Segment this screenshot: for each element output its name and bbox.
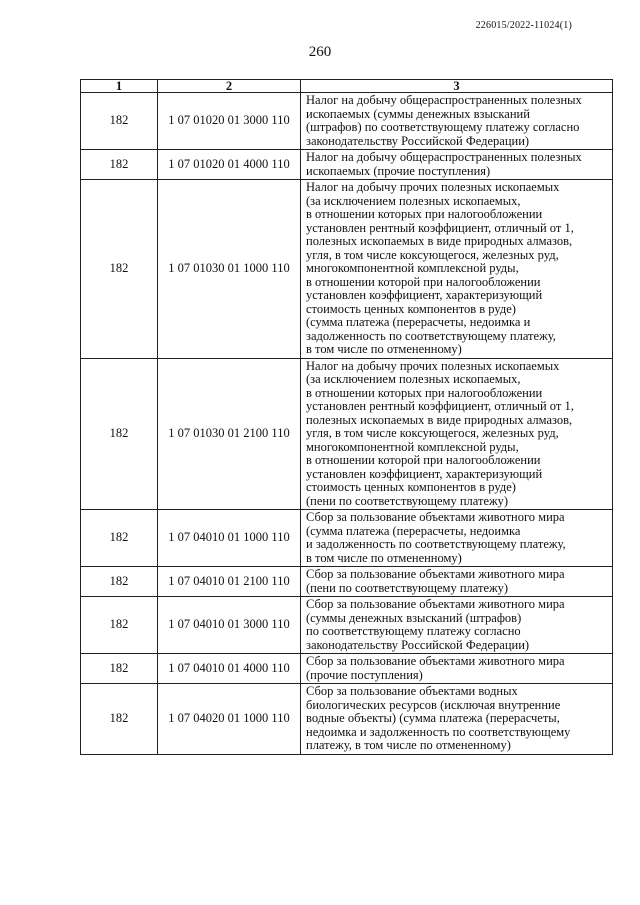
column-header-2: 2: [158, 80, 301, 93]
table-row: [81, 150, 613, 180]
admin-code-cell: 182: [81, 510, 158, 567]
table-row: [81, 510, 613, 567]
description-line: Налог на добычу прочих полезных ископаемых: [306, 180, 560, 194]
budget-classification-code-cell: 1 07 04010 01 4000 110: [158, 654, 301, 684]
admin-code-cell: 182: [81, 358, 158, 510]
revenue-description-cell: [301, 567, 613, 597]
description-line: в том числе по отмененному): [306, 342, 462, 356]
page-number: 260: [308, 44, 332, 60]
description-line: по соответствующему платежу согласно: [306, 624, 521, 638]
description-line: Сбор за пользование объектами животного мира: [306, 597, 565, 611]
revenue-description-cell: [301, 150, 613, 180]
description-line: установлен рентный коэффициент, отличный от 1,: [306, 220, 574, 235]
admin-code-cell: 182: [81, 684, 158, 755]
description-line: многокомпонентной комплексной руды,: [306, 439, 519, 454]
revenue-description-cell: [301, 93, 613, 150]
admin-code-cell: 182: [81, 597, 158, 654]
description-line: полезных ископаемых в виде природных алмазов,: [306, 412, 573, 427]
revenue-description-cell: [301, 654, 613, 684]
description-line: биологических ресурсов (исключая внутренние: [306, 697, 561, 712]
description-line: полезных ископаемых в виде природных алмазов,: [306, 234, 573, 248]
revenue-description-cell: [301, 597, 613, 654]
description-line: многокомпонентной комплексной руды,: [306, 261, 519, 275]
description-line: стоимость ценных компонентов в руде): [306, 301, 516, 316]
description-line: (прочие поступления): [306, 667, 423, 682]
budget-classification-code-cell: 1 07 01020 01 4000 110: [158, 150, 301, 180]
budget-codes-table: [80, 79, 613, 755]
description-line: Сбор за пользование объектами животного мира: [306, 567, 565, 581]
column-header-3: 3: [301, 80, 613, 93]
column-header-1: 1: [81, 80, 158, 93]
description-line: ископаемых (суммы денежных взысканий: [306, 106, 530, 121]
table-row: [81, 654, 613, 684]
description-line: Сбор за пользование объектами животного мира: [306, 654, 565, 668]
description-line: законодательству Российской Федерации): [306, 637, 530, 652]
description-line: и задолженность по соответствующему платежу,: [306, 537, 566, 551]
description-line: водные объекты) (сумма платежа (перерасчеты,: [306, 711, 560, 725]
revenue-description-cell: [301, 358, 613, 510]
description-line: установлен рентный коэффициент, отличный от 1,: [306, 399, 574, 413]
description-line: Налог на добычу прочих полезных ископаемых: [306, 358, 560, 373]
description-line: (пени по соответствующему платежу): [306, 580, 509, 595]
table-row: [81, 684, 613, 755]
description-line: установлен коэффициент, характеризующий: [306, 288, 543, 302]
description-line: (сумма платежа (перерасчеты, недоимка и: [306, 315, 531, 329]
budget-classification-code-cell: 1 07 04010 01 3000 110: [158, 597, 301, 654]
description-line: Налог на добычу общераспространенных полезных: [306, 93, 582, 107]
budget-classification-code-cell: 1 07 01020 01 3000 110: [158, 93, 301, 150]
description-line: законодательству Российской Федерации): [306, 133, 530, 148]
description-line: угля, в том числе коксующегося, железных руд,: [306, 426, 559, 440]
description-line: в отношении которой при налогообложении: [306, 274, 541, 289]
description-line: Налог на добычу общераспространенных полезных: [306, 150, 582, 164]
description-line: ископаемых (прочие поступления): [306, 163, 491, 178]
description-line: в отношении которой при налогообложении: [306, 453, 541, 467]
description-line: Сбор за пользование объектами животного мира: [306, 510, 565, 524]
table-row: [81, 597, 613, 654]
description-line: угля, в том числе коксующегося, железных руд,: [306, 247, 559, 262]
table-header-row: [81, 80, 613, 93]
table-row: [81, 180, 613, 359]
admin-code-cell: 182: [81, 654, 158, 684]
revenue-description-cell: [301, 684, 613, 755]
admin-code-cell: 182: [81, 150, 158, 180]
description-line: (сумма платежа (перерасчеты, недоимка: [306, 523, 521, 538]
description-line: (пени по соответствующему платежу): [306, 493, 509, 508]
budget-classification-code-cell: 1 07 04020 01 1000 110: [158, 684, 301, 755]
description-line: установлен коэффициент, характеризующий: [306, 466, 543, 481]
table-row: [81, 567, 613, 597]
description-line: в том числе по отмененному): [306, 550, 462, 565]
description-line: в отношении которых при налогообложении: [306, 385, 543, 400]
admin-code-cell: 182: [81, 180, 158, 359]
description-line: стоимость ценных компонентов в руде): [306, 480, 516, 494]
revenue-description-cell: [301, 180, 613, 359]
description-line: Сбор за пользование объектами водных: [306, 684, 518, 698]
description-line: платежу, в том числе по отмененному): [306, 738, 511, 752]
table-row: [81, 358, 613, 510]
budget-classification-code-cell: 1 07 01030 01 1000 110: [158, 180, 301, 359]
description-line: (за исключением полезных ископаемых,: [306, 193, 521, 208]
table-body: [81, 93, 613, 755]
description-line: в отношении которых при налогообложении: [306, 207, 543, 221]
description-line: задолженность по соответствующему платежу,: [306, 328, 556, 343]
admin-code-cell: 182: [81, 93, 158, 150]
description-line: (штрафов) по соответствующему платежу согласно: [306, 120, 580, 134]
budget-classification-code-cell: 1 07 04010 01 1000 110: [158, 510, 301, 567]
description-line: (за исключением полезных ископаемых,: [306, 372, 521, 386]
admin-code-cell: 182: [81, 567, 158, 597]
document-id: 226015/2022-11024(1): [475, 20, 572, 31]
table-row: [81, 93, 613, 150]
description-line: (суммы денежных взысканий (штрафов): [306, 610, 522, 625]
budget-classification-code-cell: 1 07 04010 01 2100 110: [158, 567, 301, 597]
budget-classification-code-cell: 1 07 01030 01 2100 110: [158, 358, 301, 510]
revenue-description-cell: [301, 510, 613, 567]
description-line: недоимка и задолженность по соответствующему: [306, 724, 571, 739]
